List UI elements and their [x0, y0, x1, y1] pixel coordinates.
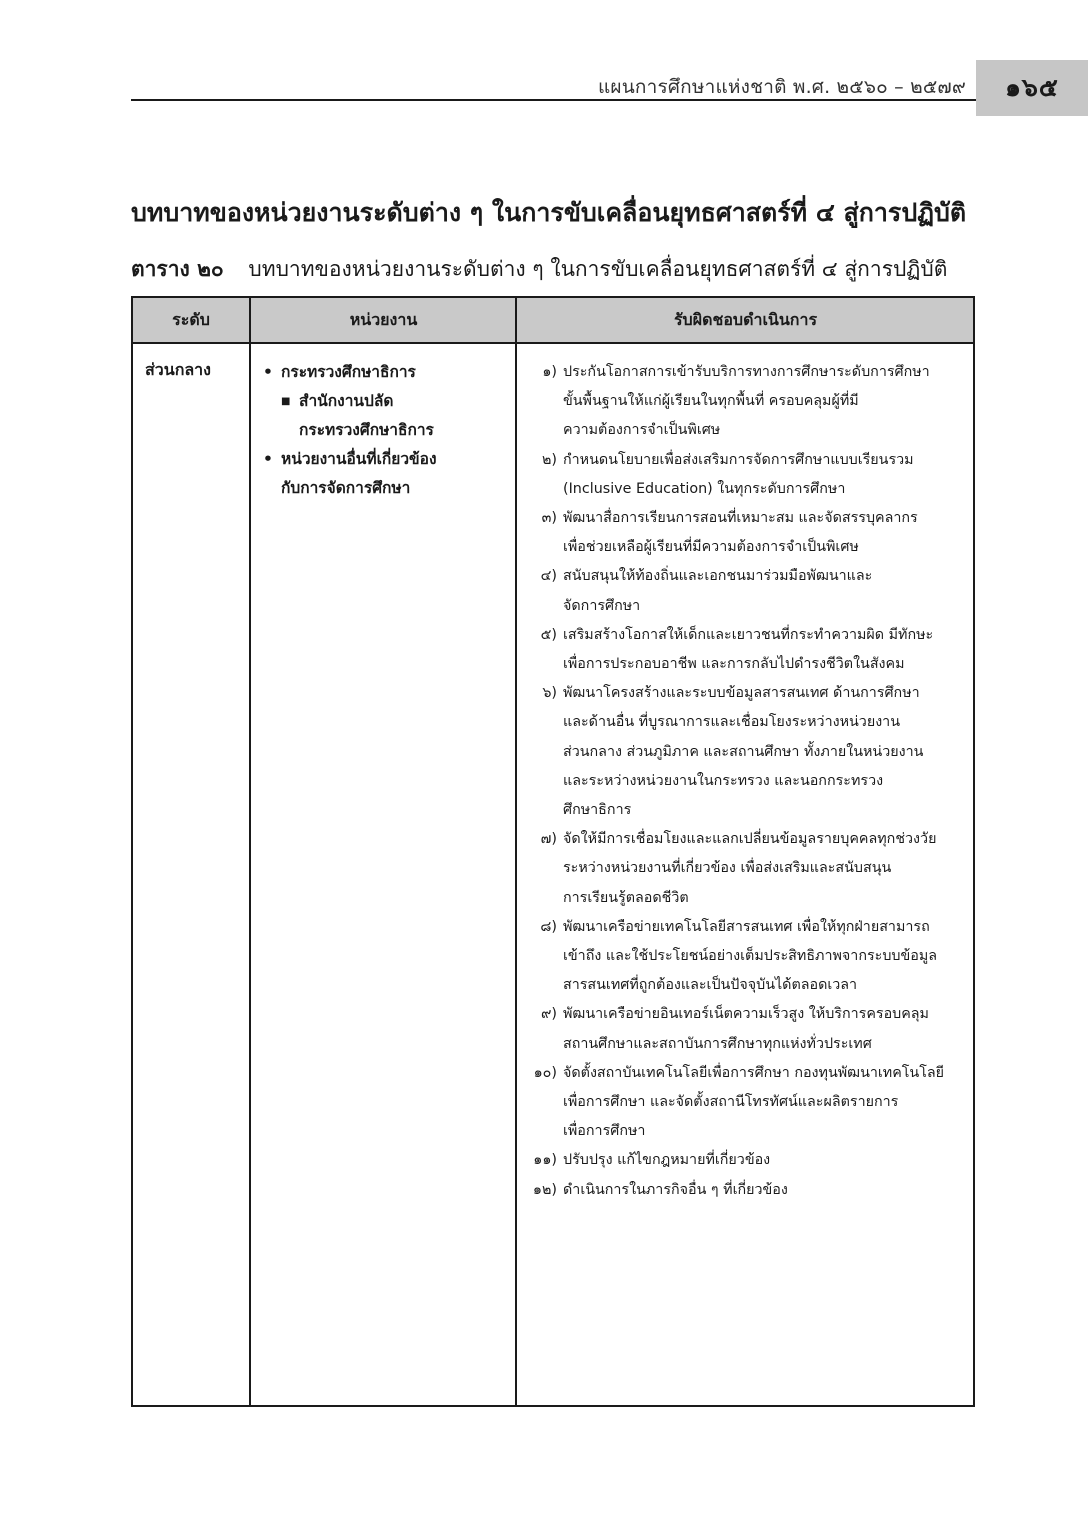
responsibility-line — [523, 1030, 973, 1059]
responsibility-text: ปรับปรุง แก้ไขกฎหมายที่เกี่ยวข้อง — [563, 1152, 771, 1169]
responsibility-line — [523, 562, 973, 591]
running-header: แผนการศึกษาแห่งชาติ พ.ศ. ๒๕๖๐ – ๒๕๗๙ — [597, 76, 966, 98]
agency-text: กับการจัดการศึกษา — [281, 479, 411, 497]
responsibility-line — [523, 767, 973, 796]
responsibility-text: ส่วนกลาง ส่วนภูมิภาค และสถานศึกษา ทั้งภายในหน่วยงาน — [563, 743, 924, 760]
agency-text: หน่วยงานอื่นที่เกี่ยวข้อง — [281, 450, 437, 468]
responsibility-text: ระหว่างหน่วยงานที่เกี่ยวข้อง เพื่อส่งเสริมและสนับสนุน — [563, 860, 892, 877]
responsibility-text: (Inclusive Education) ในทุกระดับการศึกษา — [563, 480, 846, 497]
responsibility-text: สนับสนุนให้ท้องถิ่นและเอกชนมาร่วมมือพัฒนาและ — [563, 568, 873, 585]
responsibility-text: และด้านอื่น ที่บูรณาการและเชื่อมโยงระหว่างหน่วยงาน — [563, 714, 900, 731]
responsibility-text: จัดการศึกษา — [563, 597, 641, 614]
agency-item — [261, 358, 511, 387]
agency-text: กระทรวงศึกษาธิการ — [281, 363, 416, 381]
responsibility-text: จัดให้มีการเชื่อมโยงและแลกเปลี่ยนข้อมูลรายบุคคลทุกช่วงวัย — [563, 831, 937, 848]
responsibility-line — [523, 1176, 973, 1205]
responsibility-line — [523, 358, 973, 387]
responsibility-line — [523, 533, 973, 562]
responsibility-text: ประกันโอกาสการเข้ารับบริการทางการศึกษาระดับการศึกษา — [563, 364, 930, 380]
responsibility-number: ๔) — [540, 568, 557, 585]
responsibility-line — [523, 416, 973, 445]
sub-agency-item — [261, 387, 511, 416]
responsibility-number: ๗) — [540, 831, 557, 848]
responsibility-line — [523, 942, 973, 971]
responsibility-text: สารสนเทศที่ถูกต้องและเป็นปัจจุบันได้ตลอดเวลา — [563, 977, 858, 994]
responsibility-text: จัดตั้งสถาบันเทคโนโลยีเพื่อการศึกษา กองทุนพัฒนาเทคโนโลยี — [563, 1064, 945, 1081]
responsibility-line — [523, 913, 973, 942]
responsibility-line — [523, 884, 973, 913]
table-caption-number: ตาราง ๒๐ — [131, 257, 224, 281]
responsibility-line — [523, 650, 973, 679]
responsibility-number: ๑๑) — [533, 1152, 557, 1169]
responsibility-text: ความต้องการจำเป็นพิเศษ — [563, 422, 721, 439]
responsibility-line — [523, 504, 973, 533]
responsibility-line — [523, 854, 973, 883]
responsibility-text: เสริมสร้างโอกาสให้เด็กและเยาวชนที่กระทำความผิด มีทักษะ — [563, 626, 934, 643]
responsibility-text: กำหนดนโยบายเพื่อส่งเสริมการจัดการศึกษาแบบเรียนรวม — [563, 451, 914, 468]
responsibility-line — [523, 796, 973, 825]
round-bullet-icon: • — [263, 363, 273, 381]
responsibility-text: เพื่อการศึกษา และจัดตั้งสถานีโทรทัศน์และผลิตรายการ — [563, 1094, 899, 1111]
responsibility-text: เพื่อช่วยเหลือผู้เรียนที่มีความต้องการจำเป็นพิเศษ — [563, 539, 859, 556]
column-divider — [515, 298, 517, 1405]
responsibility-text: เข้าถึง และใช้ประโยชน์อย่างเต็มประสิทธิภาพจากระบบข้อมูล — [563, 948, 938, 965]
page-number-badge: ๑๖๕ — [976, 60, 1088, 116]
sub-agency-item — [261, 416, 511, 445]
responsibility-line — [523, 825, 973, 854]
agency-item — [261, 445, 511, 474]
responsibility-line — [523, 1059, 973, 1088]
header-responsibility: รับผิดชอบดำเนินการ — [673, 309, 818, 329]
responsibility-line — [523, 679, 973, 708]
agency-text: สำนักงานปลัด — [299, 392, 394, 410]
responsibility-text: ศึกษาธิการ — [563, 802, 632, 819]
table-caption — [131, 253, 947, 286]
responsibility-number: ๑๐) — [533, 1064, 557, 1081]
responsibility-text: พัฒนาโครงสร้างและระบบข้อมูลสารสนเทศ ด้านการศึกษา — [563, 685, 920, 702]
responsibility-number: ๙) — [540, 1006, 557, 1023]
agency-item — [261, 474, 511, 503]
responsibility-number: ๑) — [542, 364, 557, 380]
agency-list — [261, 358, 511, 503]
responsibility-line — [523, 592, 973, 621]
table-header-row — [133, 298, 973, 344]
responsibility-line — [523, 1088, 973, 1117]
responsibility-text: พัฒนาเครือข่ายอินเทอร์เน็ตความเร็วสูง ให้บริการครอบคลุม — [563, 1006, 929, 1023]
responsibility-text: เพื่อการศึกษา — [563, 1123, 646, 1140]
responsibility-line — [523, 1117, 973, 1146]
responsibility-text: และระหว่างหน่วยงานในกระทรวง และนอกกระทรวง — [563, 772, 884, 789]
responsibility-line — [523, 738, 973, 767]
responsibility-number: ๘) — [540, 918, 557, 935]
header-level: ระดับ — [172, 309, 210, 329]
responsibility-list — [523, 358, 973, 1205]
square-bullet-icon: ■ — [281, 396, 291, 407]
responsibility-line — [523, 1000, 973, 1029]
responsibility-line — [523, 387, 973, 416]
level-cell: ส่วนกลาง — [145, 360, 211, 379]
header-agency: หน่วยงาน — [349, 309, 418, 329]
responsibility-text: สถานศึกษาและสถาบันการศึกษาทุกแห่งทั่วประเทศ — [563, 1035, 872, 1052]
responsibility-line — [523, 971, 973, 1000]
responsibility-text: เพื่อการประกอบอาชีพ และการกลับไปดำรงชีวิตในสังคม — [563, 656, 905, 673]
responsibility-text: พัฒนาเครือข่ายเทคโนโลยีสารสนเทศ เพื่อให้ทุกฝ่ายสามารถ — [563, 918, 930, 935]
responsibility-number: ๑๒) — [532, 1181, 557, 1198]
responsibility-line — [523, 475, 973, 504]
responsibility-text: ขั้นพื้นฐานให้แก่ผู้เรียนในทุกพื้นที่ ครอบคลุมผู้ที่มี — [563, 393, 859, 410]
roles-table — [131, 296, 975, 1407]
responsibility-number: ๓) — [541, 510, 557, 527]
responsibility-line — [523, 708, 973, 737]
responsibility-text: การเรียนรู้ตลอดชีวิต — [563, 889, 689, 906]
header-rule — [131, 99, 976, 101]
responsibility-number: ๒) — [541, 451, 557, 468]
responsibility-line — [523, 1146, 973, 1175]
responsibility-number: ๕) — [540, 626, 557, 643]
table-caption-text: บทบาทของหน่วยงานระดับต่าง ๆ ในการขับเคลื่อนยุทธศาสตร์ที่ ๔ สู่การปฏิบัติ — [248, 257, 948, 281]
responsibility-line — [523, 446, 973, 475]
responsibility-text: พัฒนาสื่อการเรียนการสอนที่เหมาะสม และจัดสรรบุคลากร — [563, 510, 918, 527]
responsibility-text: ดำเนินการในภารกิจอื่น ๆ ที่เกี่ยวข้อง — [563, 1181, 788, 1198]
column-divider — [249, 298, 251, 1405]
responsibility-number: ๖) — [542, 685, 557, 702]
responsibility-line — [523, 621, 973, 650]
section-title: บทบาทของหน่วยงานระดับต่าง ๆ ในการขับเคลื่อนยุทธศาสตร์ที่ ๔ สู่การปฏิบัติ — [131, 198, 967, 227]
agency-text: กระทรวงศึกษาธิการ — [299, 421, 434, 439]
round-bullet-icon: • — [263, 450, 273, 468]
